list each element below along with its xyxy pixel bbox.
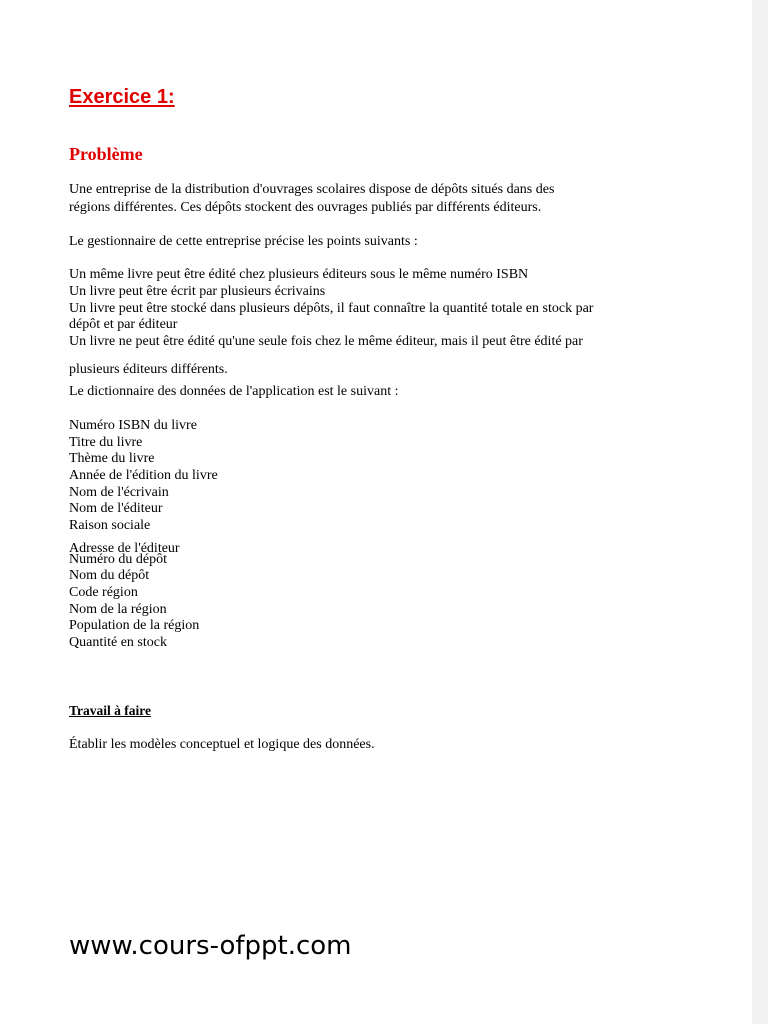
point-line: Un livre ne peut être édité qu'une seule fois chez le même éditeur, mais il peut être édité par — [69, 334, 583, 349]
point-line: Un même livre peut être édité chez plusieurs éditeurs sous le même numéro ISBN — [69, 267, 529, 282]
section-heading: Problème — [69, 144, 143, 164]
dictionary-item: Nom du dépôt — [69, 568, 150, 583]
manager-intro: Le gestionnaire de cette entreprise précise les points suivants : — [69, 234, 418, 249]
dictionary-item: Raison sociale — [69, 518, 151, 533]
point-line: dépôt et par éditeur — [69, 317, 178, 332]
intro-line: Une entreprise de la distribution d'ouvrages scolaires dispose de dépôts situés dans des — [69, 182, 555, 197]
dictionary-item: Nom de l'écrivain — [69, 485, 169, 500]
task-heading: Travail à faire — [69, 703, 151, 718]
dictionary-item: Titre du livre — [69, 435, 143, 450]
exercise-title: Exercice 1: — [69, 86, 175, 108]
dictionary-item: Population de la région — [69, 618, 200, 633]
dictionary-item: Quantité en stock — [69, 635, 167, 650]
point-line: Un livre peut être écrit par plusieurs écrivains — [69, 284, 326, 299]
point-line: Un livre peut être stocké dans plusieurs dépôts, il faut connaître la quantité totale en stock par — [69, 301, 594, 316]
dictionary-item: Nom de la région — [69, 602, 167, 617]
task-text: Établir les modèles conceptuel et logique des données. — [69, 737, 375, 752]
point-line: plusieurs éditeurs différents. — [69, 362, 228, 377]
dictionary-item: Nom de l'éditeur — [69, 501, 163, 516]
dictionary-item: Numéro ISBN du livre — [69, 418, 197, 433]
dictionary-item: Code région — [69, 585, 138, 600]
dictionary-item: Numéro du dépôt — [69, 552, 167, 567]
intro-line: régions différentes. Ces dépôts stockent des ouvrages publiés par différents éditeurs. — [69, 200, 542, 215]
dictionary-item: Thème du livre — [69, 451, 155, 466]
dictionary-item: Année de l'édition du livre — [69, 468, 218, 483]
footer-website: www.cours-ofppt.com — [69, 931, 352, 961]
viewer-gutter — [752, 0, 768, 1024]
dictionary-intro: Le dictionnaire des données de l'application est le suivant : — [69, 384, 399, 399]
dictionary-item: Adresse de l'éditeur — [69, 541, 180, 556]
